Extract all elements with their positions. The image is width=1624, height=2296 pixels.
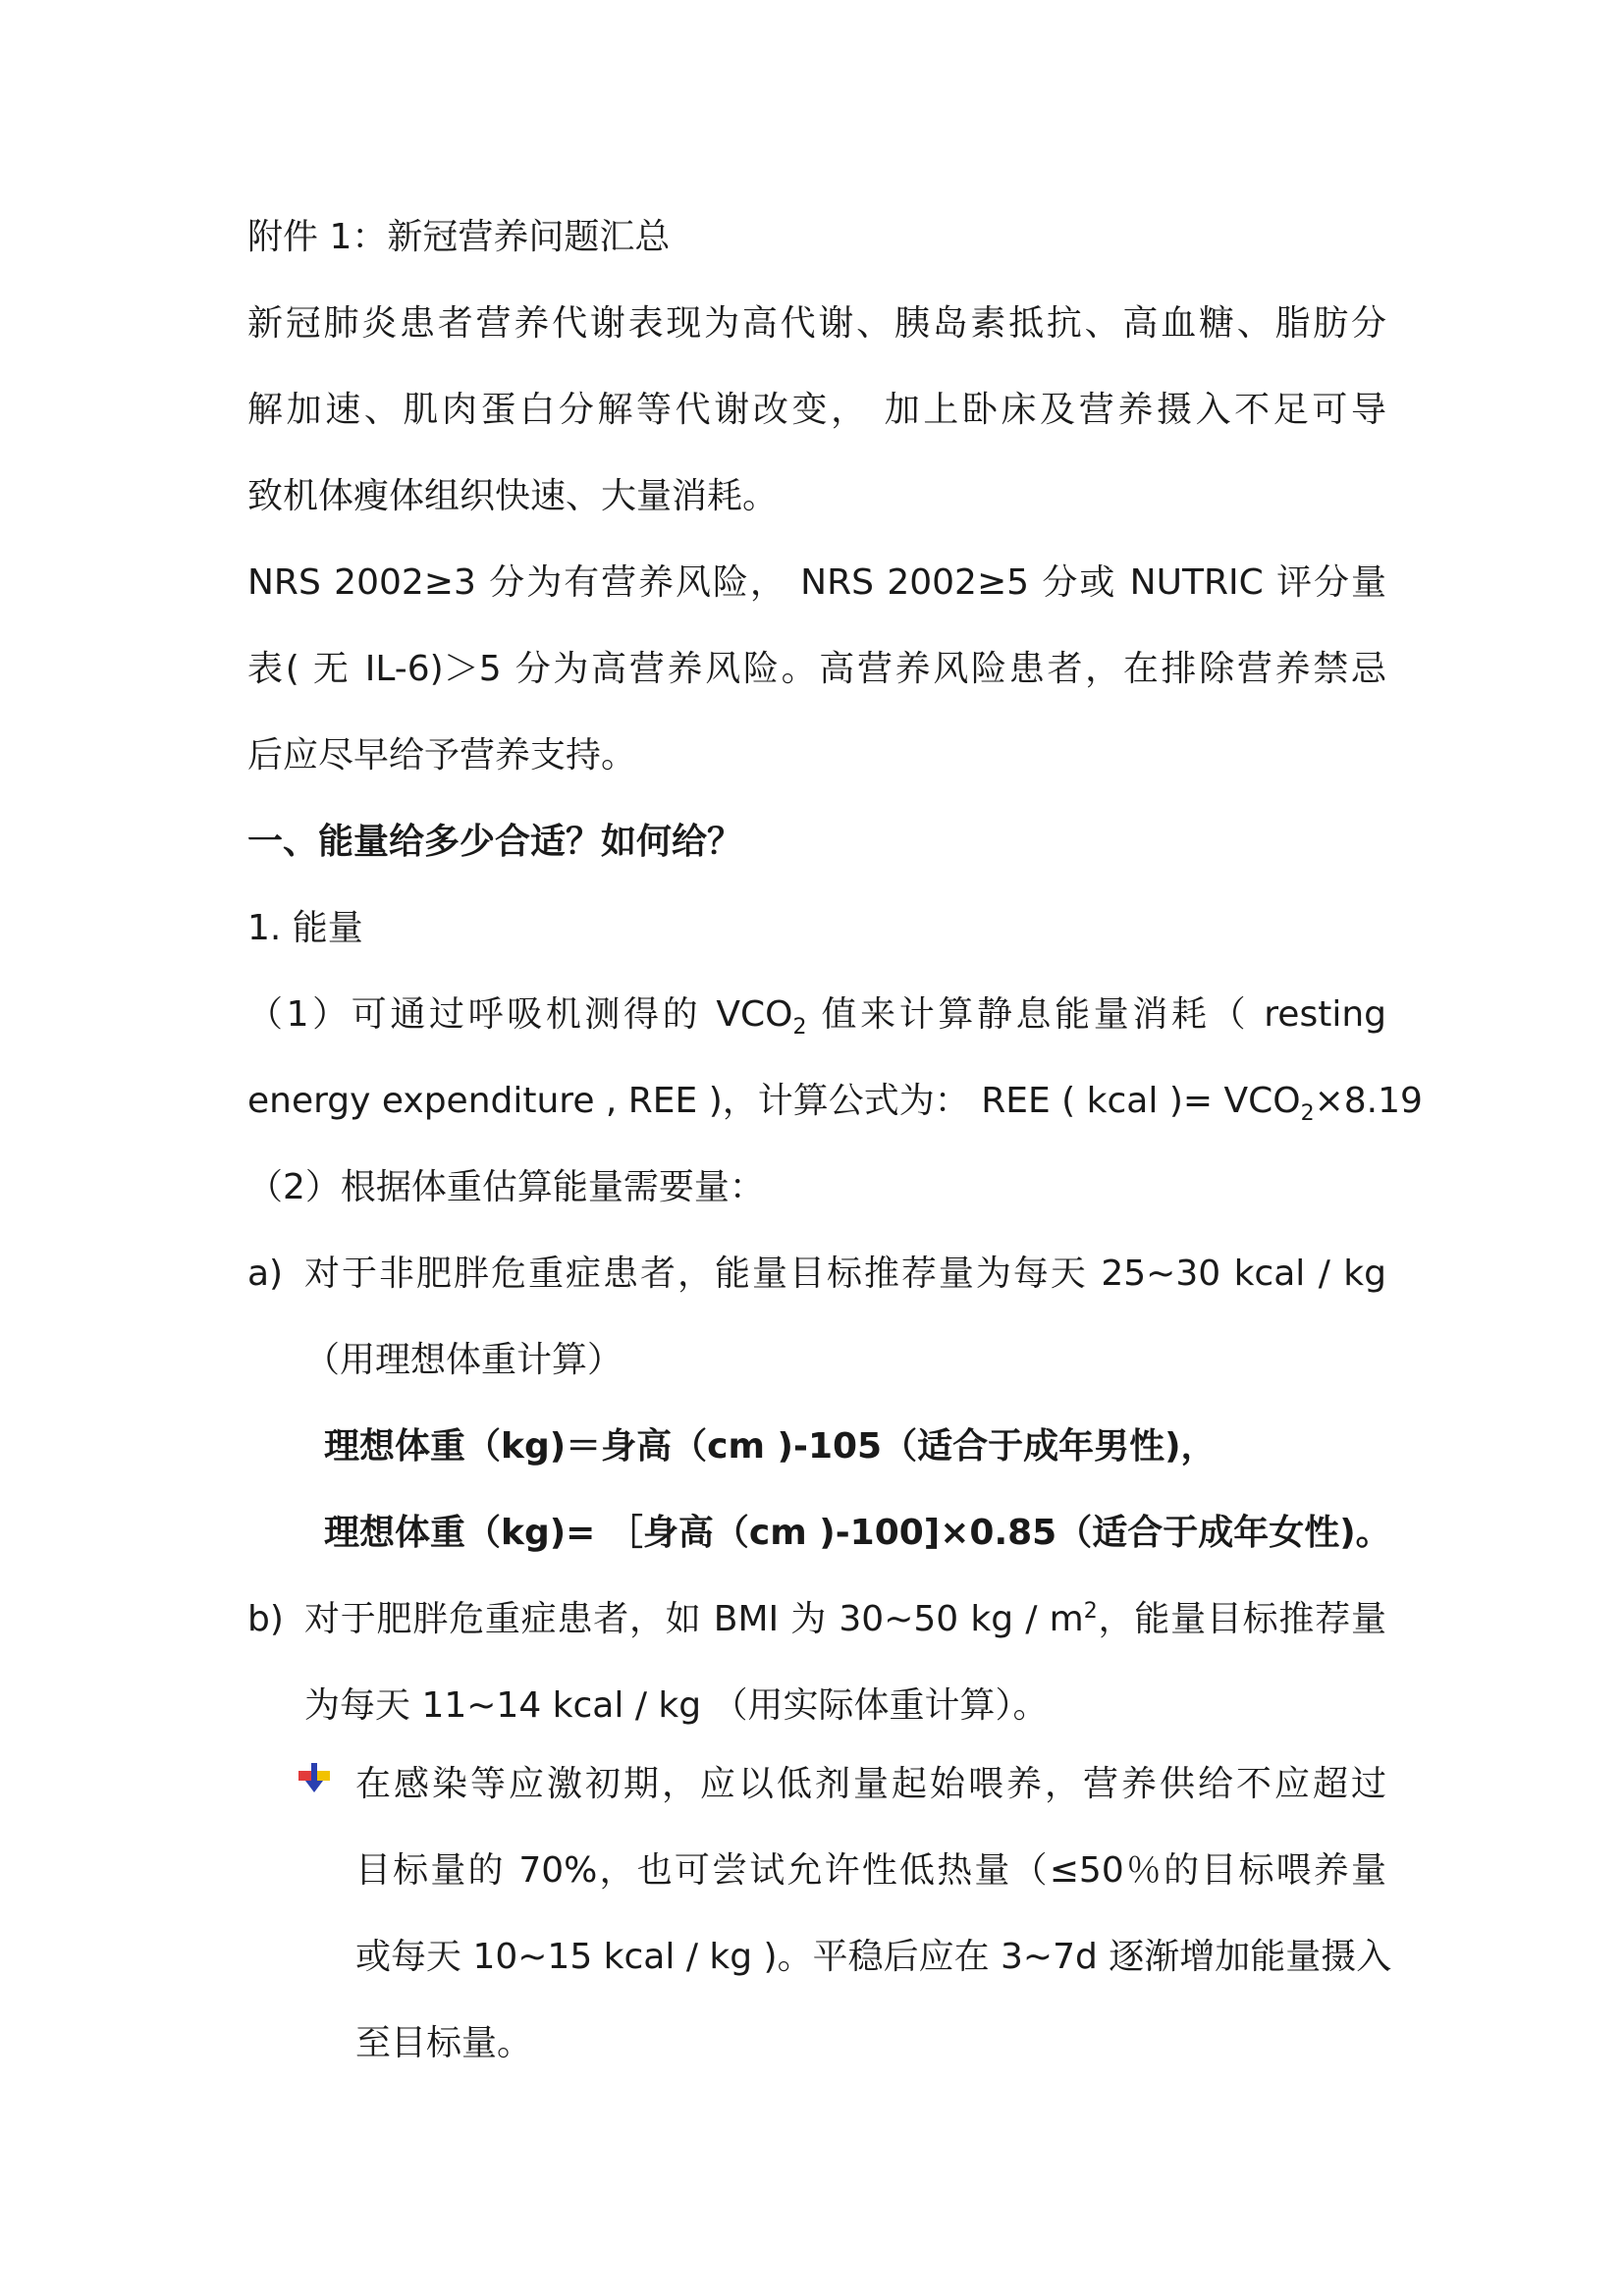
bullet-line-4: 至目标量。 xyxy=(355,2023,533,2063)
ree-formula-text: energy expenditure , REE )，计算公式为： REE ( kcal )= VCO xyxy=(247,1081,1301,1121)
intro-line-2: 解加速、肌肉蛋白分解等代谢改变， 加上卧床及营养摄入不足可导 xyxy=(247,390,1386,430)
bullet-line-3: 或每天 10~15 kcal / kg )。平稳后应在 3~7d 逐渐增加能量摄入 xyxy=(355,1937,1392,1977)
subscript-2: 2 xyxy=(792,1015,807,1041)
subscript-2: 2 xyxy=(1300,1101,1315,1127)
risk-line-3: 后应尽早给予营养支持。 xyxy=(247,735,637,775)
bullet-line-1: 在感染等应激初期，应以低剂量起始喂养，营养供给不应超过 xyxy=(355,1764,1386,1804)
section-heading: 一、能量给多少合适？如何给？ xyxy=(247,822,743,862)
item-1-1-text-b: 值来计算静息能量消耗（ resting xyxy=(806,994,1387,1035)
ideal-weight-male-formula: 理想体重（kg)＝身高（cm )-105（适合于成年男性)， xyxy=(324,1426,1217,1467)
item-b-text-a: 对于肥胖危重症患者，如 BMI 为 30~50 kg / m xyxy=(304,1599,1084,1639)
bullet-line-2: 目标量的 70%，也可尝试允许性低热量（≤50％的目标喂养量 xyxy=(355,1850,1386,1891)
item-1-1-line-1 xyxy=(247,991,1386,1039)
attachment-title: 附件 1：新冠营养问题汇总 xyxy=(247,217,671,257)
risk-line-1: NRS 2002≥3 分为有营养风险， NRS 2002≥5 分或 NUTRIC 评分量 xyxy=(247,562,1386,603)
risk-line-2: 表( 无 IL-6)＞5 分为高营养风险。高营养风险患者，在排除营养禁忌 xyxy=(247,649,1386,689)
superscript-2: 2 xyxy=(1083,1599,1098,1624)
ree-formula-factor: ×8.19 xyxy=(1314,1081,1423,1121)
item-b-text-b: ，能量目标推荐量 xyxy=(1097,1599,1386,1639)
item-b-line-1 xyxy=(304,1596,1386,1643)
item-energy-heading: 1. 能量 xyxy=(247,908,363,948)
item-a-line-2: （用理想体重计算） xyxy=(304,1340,623,1380)
bullet-arrow-icon xyxy=(297,1761,332,1796)
item-1-1-text-a: （1）可通过呼吸机测得的 VCO xyxy=(247,994,793,1035)
item-b-line-2: 为每天 11~14 kcal / kg （用实际体重计算）。 xyxy=(304,1685,1049,1726)
item-1-1-line-2 xyxy=(247,1078,1423,1127)
intro-line-3: 致机体瘦体组织快速、大量消耗。 xyxy=(247,476,779,516)
item-1-2: （2）根据体重估算能量需要量： xyxy=(247,1167,765,1207)
intro-line-1: 新冠肺炎患者营养代谢表现为高代谢、胰岛素抵抗、高血糖、脂肪分 xyxy=(247,303,1386,344)
item-a-line-1: 对于非肥胖危重症患者，能量目标推荐量为每天 25~30 kcal / kg xyxy=(304,1254,1386,1294)
ideal-weight-female-formula: 理想体重（kg)= ［身高（cm )-100]×0.85（适合于成年女性)。 xyxy=(324,1513,1391,1553)
item-b-marker: b) xyxy=(247,1599,284,1639)
item-a-marker: a) xyxy=(247,1254,284,1294)
